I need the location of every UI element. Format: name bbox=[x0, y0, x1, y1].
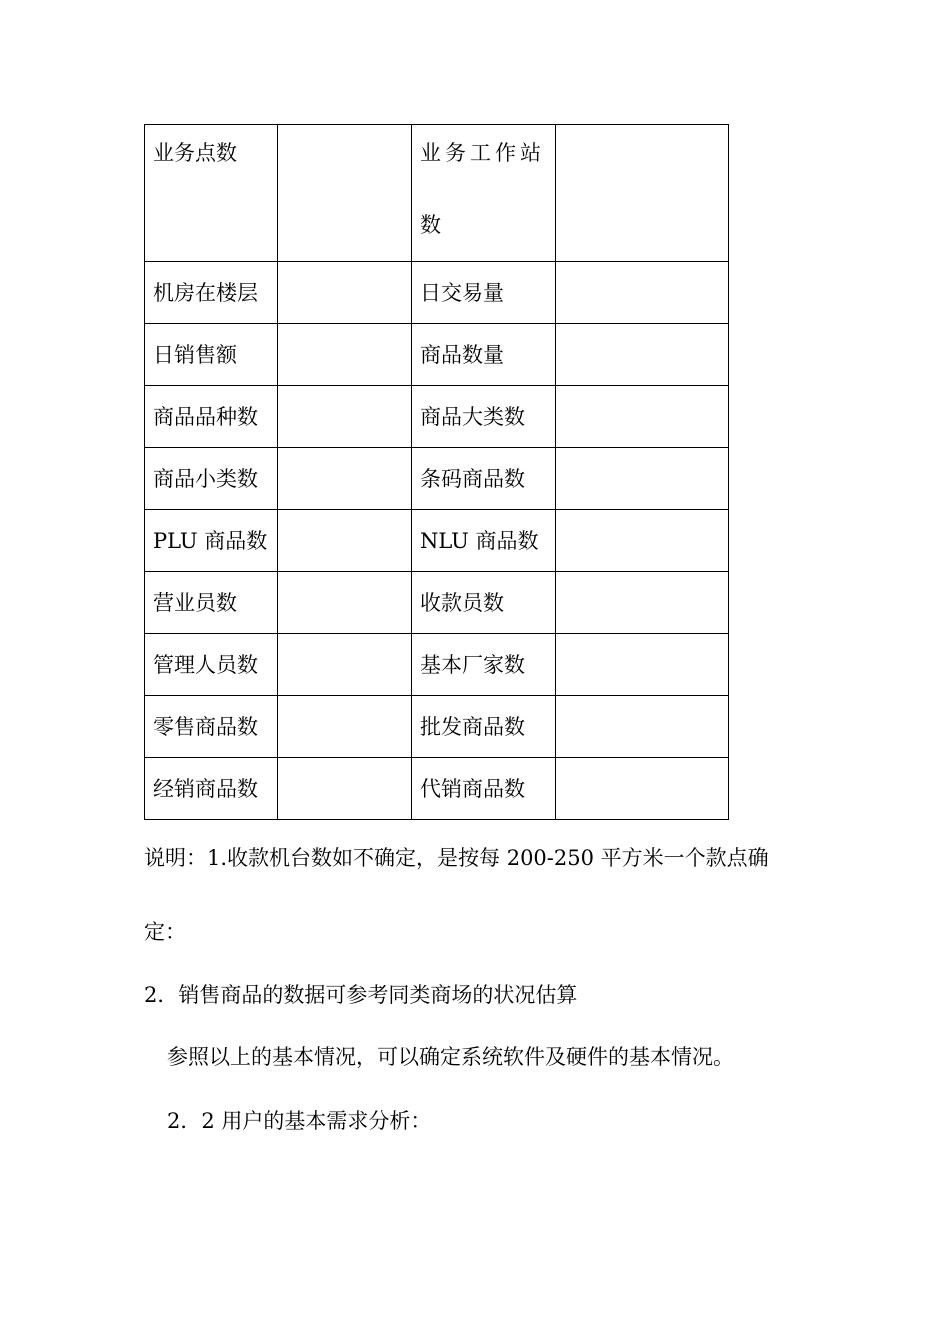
table-label-cell: 条码商品数 bbox=[412, 448, 556, 510]
table-value-cell bbox=[278, 324, 412, 386]
table-value-cell bbox=[278, 510, 412, 572]
table-value-cell bbox=[278, 386, 412, 448]
table-row bbox=[145, 634, 729, 696]
table-row bbox=[145, 696, 729, 758]
table-value-cell bbox=[278, 572, 412, 634]
table-value-cell bbox=[556, 634, 729, 696]
table-value-cell bbox=[556, 572, 729, 634]
table-value-cell bbox=[278, 634, 412, 696]
table-label-cell: 营业员数 bbox=[145, 572, 278, 634]
table-label-cell: 商品品种数 bbox=[145, 386, 278, 448]
note-line-3: 2．销售商品的数据可参考同类商场的状况估算 bbox=[144, 983, 578, 1007]
table-value-cell bbox=[278, 696, 412, 758]
table-value-cell bbox=[278, 125, 412, 262]
table-label-cell: 商品数量 bbox=[412, 324, 556, 386]
table-row bbox=[145, 125, 729, 262]
table-label-cell: 业务点数 bbox=[145, 125, 278, 262]
business-info-table bbox=[144, 124, 729, 820]
table-label-cell: 日交易量 bbox=[412, 262, 556, 324]
table-value-cell bbox=[278, 448, 412, 510]
table-row bbox=[145, 324, 729, 386]
table-value-cell bbox=[556, 262, 729, 324]
table-value-cell bbox=[556, 386, 729, 448]
table-row bbox=[145, 386, 729, 448]
table-row bbox=[145, 510, 729, 572]
table-row bbox=[145, 448, 729, 510]
table-label-text: 业务工作站数 bbox=[420, 141, 545, 237]
table-label-cell: 管理人员数 bbox=[145, 634, 278, 696]
table-label-cell: 日销售额 bbox=[145, 324, 278, 386]
table-label-cell: 收款员数 bbox=[412, 572, 556, 634]
table-value-cell bbox=[278, 758, 412, 820]
table-value-cell bbox=[556, 125, 729, 262]
table-row bbox=[145, 758, 729, 820]
table-row bbox=[145, 262, 729, 324]
table-label-cell bbox=[412, 125, 556, 262]
note-line-1: 说明：1.收款机台数如不确定，是按每 200-250 平方米一个款点确 bbox=[144, 846, 769, 870]
table-value-cell bbox=[278, 262, 412, 324]
table-value-cell bbox=[556, 448, 729, 510]
table-label-cell: PLU 商品数 bbox=[145, 510, 278, 572]
table-label-cell: 基本厂家数 bbox=[412, 634, 556, 696]
table-value-cell bbox=[556, 324, 729, 386]
table-label-cell: 零售商品数 bbox=[145, 696, 278, 758]
table-label-cell: 商品小类数 bbox=[145, 448, 278, 510]
body-paragraph: 参照以上的基本情况，可以确定系统软件及硬件的基本情况。 bbox=[167, 1045, 734, 1069]
table-label-cell: 批发商品数 bbox=[412, 696, 556, 758]
table-value-cell bbox=[556, 758, 729, 820]
table-value-cell bbox=[556, 696, 729, 758]
note-line-2: 定： bbox=[144, 920, 186, 944]
table-label-cell: 商品大类数 bbox=[412, 386, 556, 448]
table-label-cell: NLU 商品数 bbox=[412, 510, 556, 572]
section-heading: 2．2 用户的基本需求分析： bbox=[167, 1109, 432, 1133]
table-label-cell: 机房在楼层 bbox=[145, 262, 278, 324]
table-label-cell: 经销商品数 bbox=[145, 758, 278, 820]
table-row bbox=[145, 572, 729, 634]
table-label-cell: 代销商品数 bbox=[412, 758, 556, 820]
table-value-cell bbox=[556, 510, 729, 572]
